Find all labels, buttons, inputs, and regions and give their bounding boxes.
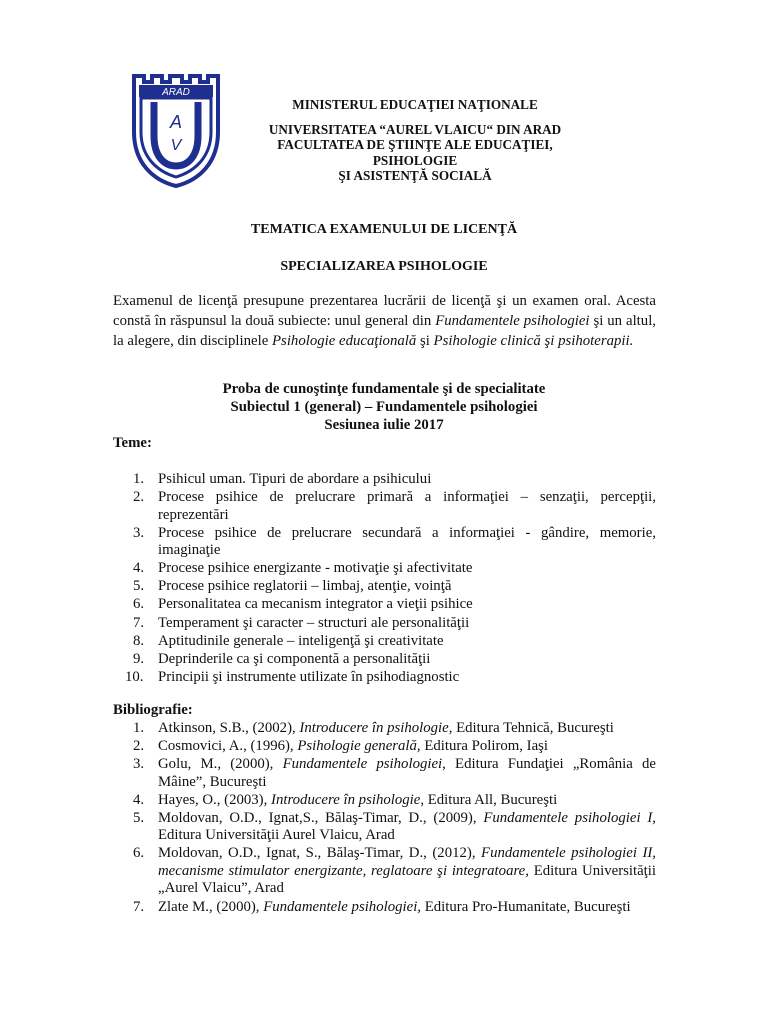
proba-line-2: Subiectul 1 (general) – Fundamentele psihologiei bbox=[230, 399, 538, 415]
university-logo bbox=[130, 70, 222, 188]
document-title: TEMATICA EXAMENULUI DE LICENŢĂ bbox=[250, 222, 518, 237]
list-item: 3. Golu, M., (2000), Fundamentele psihologiei, Editura Fundaţiei „România de Mâine”, Bucureşti bbox=[133, 756, 656, 790]
list-item: 6. Personalitatea ca mecanism integrator a vieţii psihice bbox=[133, 596, 473, 613]
list-item: 4. Procese psihice energizante - motivaţie şi afectivitate bbox=[133, 560, 473, 577]
list-item: 3. Procese psihice de prelucrare secundară a informaţiei - gândire, memorie, imaginaţie bbox=[133, 524, 656, 559]
list-item: 5. Moldovan, O.D., Ignat,S., Bălaş-Timar, D., (2009), Fundamentele psihologiei I, Editura Universităţii Aurel Vlaicu, Arad bbox=[133, 809, 656, 844]
institution-header bbox=[250, 97, 580, 184]
specialization-title: SPECIALIZAREA PSIHOLOGIE bbox=[280, 259, 488, 274]
list-item: 9. Deprinderile ca şi componentă a personalităţii bbox=[133, 650, 431, 667]
list-item: 2. Cosmovici, A., (1996), Psihologie generală, Editura Polirom, Iaşi bbox=[133, 738, 549, 755]
proba-line-1: Proba de cunoştinţe fundamentale şi de specialitate bbox=[222, 381, 546, 397]
university-line: UNIVERSITATEA “AUREL VLAICU“ DIN ARAD bbox=[268, 121, 562, 137]
logo-letter-a: A bbox=[169, 112, 183, 132]
list-item: 6. Moldovan, O.D., Ignat, S., Bălaş-Timar, D., (2012), Fundamentele psihologiei II, mecanisme stimulator energizante, reglatoare şi integratoare, Editura Universităţii „Aurel Vlaicu”, Arad bbox=[133, 845, 656, 897]
faculty-line-2: ŞI ASISTENŢĂ SOCIALĂ bbox=[338, 168, 492, 183]
exam-section-heading bbox=[0, 380, 768, 434]
list-item: 7. Temperament şi caracter – structuri ale personalităţii bbox=[133, 614, 470, 631]
ministry-line: MINISTERUL EDUCAŢIEI NAŢIONALE bbox=[292, 97, 538, 112]
faculty-line: FACULTATEA DE ŞTIINŢE ALE EDUCAŢIEI, PSIHOLOGIE bbox=[277, 137, 553, 168]
list-item: 4. Hayes, O., (2003), Introducere în psihologie, Editura All, Bucureşti bbox=[133, 791, 558, 808]
bibliografie-list bbox=[113, 720, 656, 917]
list-item: 7. Zlate M., (2000), Fundamentele psihologiei, Editura Pro-Humanitate, Bucureşti bbox=[133, 898, 631, 915]
list-item: 5. Procese psihice reglatorii – limbaj, atenţie, voinţă bbox=[133, 578, 452, 595]
list-item: 10. Principii şi instrumente utilizate în psihodiagnostic bbox=[125, 668, 460, 685]
bibliografie-label: Bibliografie: bbox=[113, 702, 193, 718]
teme-list bbox=[113, 471, 656, 687]
list-item: 2. Procese psihice de prelucrare primară a informaţiei – senzaţii, percepţii, reprezentări bbox=[133, 489, 656, 523]
list-item: 1. Psihicul uman. Tipuri de abordare a psihicului bbox=[133, 471, 432, 487]
intro-paragraph: Examenul de licenţă presupune prezentarea lucrării de licenţă şi un examen oral. Acesta constă în răspunsul la două subiecte: unul general din Fundamentele psihologiei şi un altul, la alegere, din disciplinele Psihologie educaţională şi Psihologie clinică şi psihoterapii. bbox=[113, 293, 657, 349]
list-item: 8. Aptitudinile generale – inteligenţă şi creativitate bbox=[133, 632, 444, 649]
teme-label: Teme: bbox=[113, 435, 152, 451]
logo-city-text: ARAD bbox=[162, 87, 190, 98]
proba-line-3: Sesiunea iulie 2017 bbox=[324, 417, 444, 433]
list-item: 1. Atkinson, S.B., (2002), Introducere în psihologie, Editura Tehnică, Bucureşti bbox=[133, 720, 614, 736]
logo-letter-v: V bbox=[170, 137, 182, 154]
